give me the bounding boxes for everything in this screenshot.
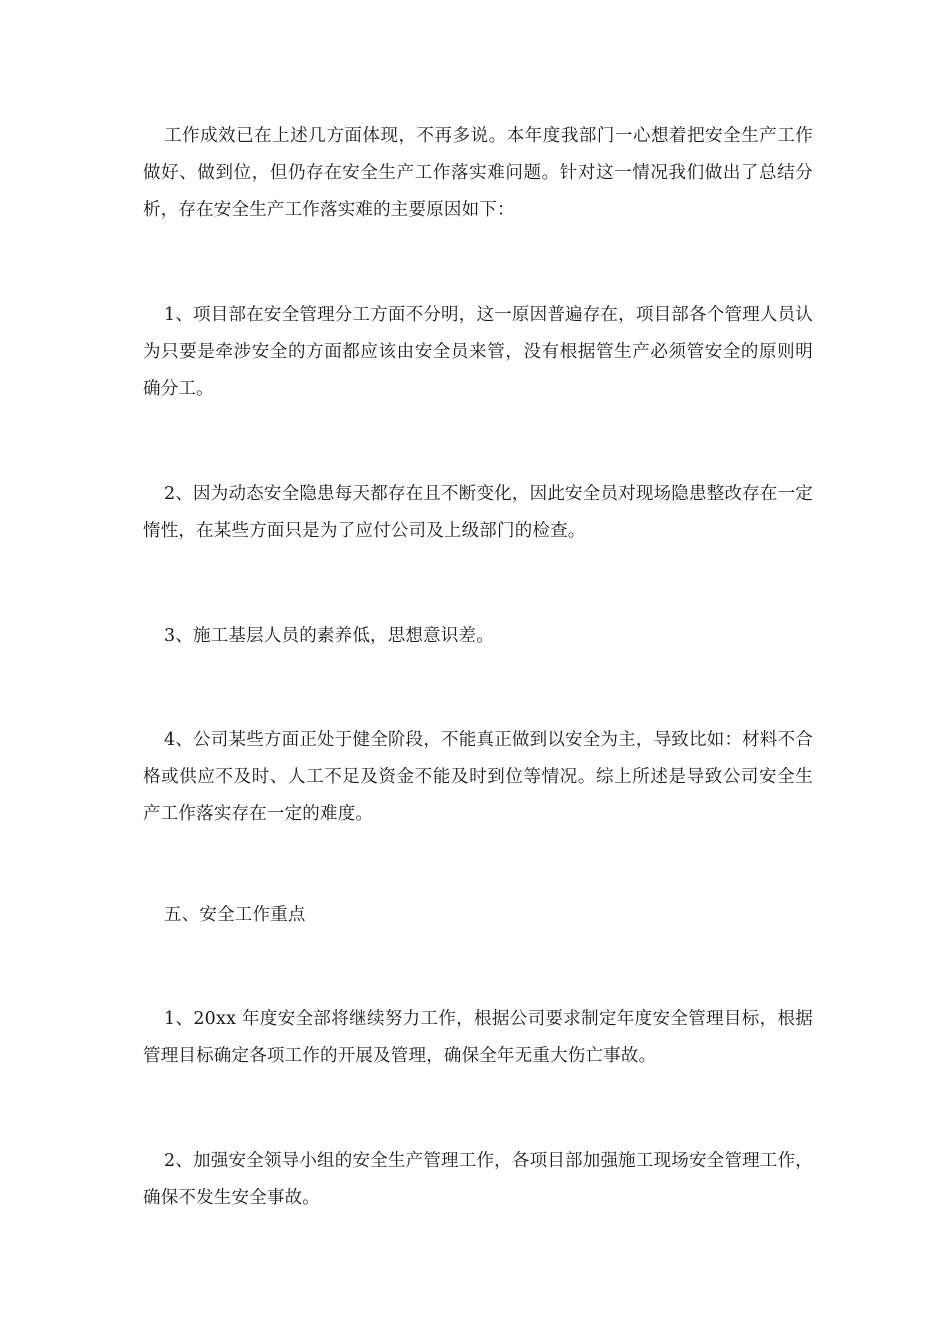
paragraph-reason-4: 4、公司某些方面正处于健全阶段，不能真正做到以安全为主，导致比如：材料不合格或供应不及时、人工不足及资金不能及时到位等情况。综上所述是导致公司安全生产工作落实存在一定的难度。 — [143, 730, 813, 824]
paragraph-focus-1: 1、20xx 年度安全部将继续努力工作，根据公司要求制定年度安全管理目标，根据管理目标确定各项工作的开展及管理，确保全年无重大伤亡事故。 — [143, 1009, 813, 1066]
paragraph-reason-3: 3、施工基层人员的素养低，思想意识差。 — [164, 626, 494, 646]
section-heading: 五、安全工作重点 — [164, 905, 306, 925]
paragraph-reason-2: 2、因为动态安全隐患每天都存在且不断变化，因此安全员对现场隐患整改存在一定惰性，在某些方面只是为了应付公司及上级部门的检查。 — [143, 484, 813, 541]
paragraph-reason-1: 1、项目部在安全管理分工方面不分明，这一原因普遍存在，项目部各个管理人员认为只要是牵涉安全的方面都应该由安全员来管，没有根据管生产必须管安全的原则明确分工。 — [143, 305, 813, 399]
paragraph-intro: 工作成效已在上述几方面体现，不再多说。本年度我部门一心想着把安全生产工作做好、做到位，但仍存在安全生产工作落实难问题。针对这一情况我们做出了总结分析，存在安全生产工作落实难的主要原因如下： — [143, 126, 813, 220]
paragraph-focus-2: 2、加强安全领导小组的安全生产管理工作，各项目部加强施工现场安全管理工作，确保不发生安全事故。 — [143, 1151, 813, 1208]
